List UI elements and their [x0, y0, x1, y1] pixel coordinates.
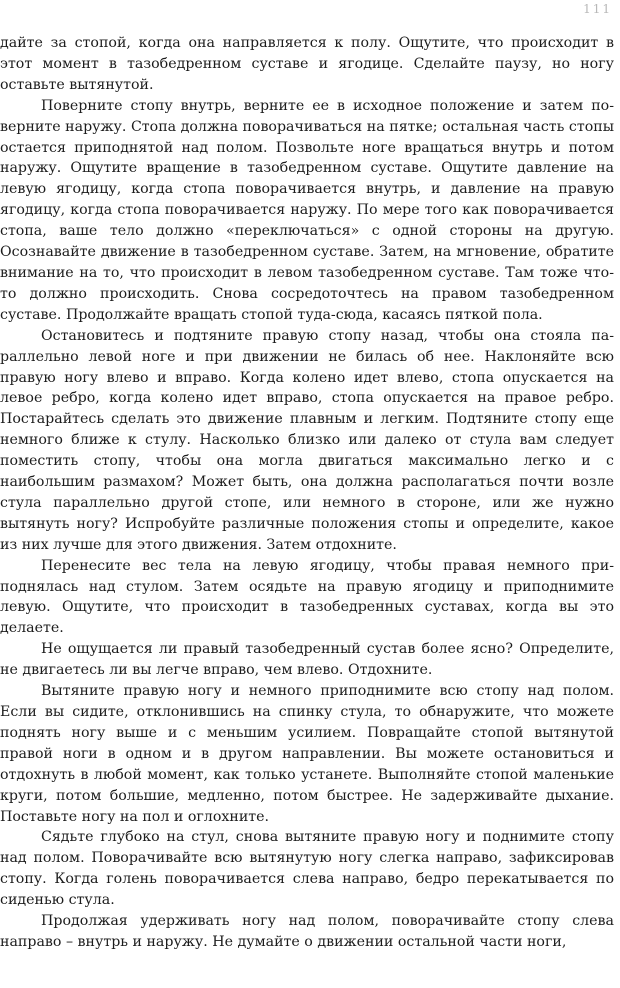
- paragraph: Не ощущается ли правый тазобедренный сустав более ясно? Определите, не двигаетесь ли вы легче вправо, чем влево. Отдохните.: [0, 641, 614, 679]
- page-number: 111: [583, 2, 612, 16]
- paragraph: Поверните стопу внутрь, верните ее в исходное положение и затем поверните наружу. Стопа должна поворачиваться на пятке; остальная часть стопы остается приподнятой над полом. Позвольте ноге вращаться внутрь и потом наружу. Ощутите вращение в тазобедренном суставе. Ощутите давление на левую ягодицу, когда стопа поворачивается внутрь, и давление на правую ягодицу, когда стопа поворачивается наружу. По мере того как поворачивается стопа, ваше тело должно «переключаться» с одной стороны на другую. Осознавайте движение в тазобедренном суставе. Затем, на мгновение, обратите внимание на то, что происходит в левом тазобедренном суставе. Там тоже что-то должно происходить. Снова сосредоточтесь на правом тазобедренном суставе. Продолжайте вращать стопой туда-сюда, касаясь пяткой пола.: [0, 97, 614, 323]
- paragraph-continued: дайте за стопой, когда она направляется к полу. Ощутите, что происходит в этот момент в тазобедренном суставе и ягодице. Сделайте паузу, но ногу оставьте вытянутой.: [0, 35, 614, 93]
- paragraph: Вытяните правую ногу и немного приподнимите всю стопу над полом. Если вы сидите, отклонившись на спинку стула, то обнаружите, что можете поднять ногу выше и с меньшим усилием. Повращайте стопой вытянутой правой ноги в одном и в другом направлении. Вы можете остановиться и отдохнуть в любой момент, как только устанете. Выполняйте стопой маленькие круги, потом большие, медленно, потом быстрее. Не задерживайте дыхание. Поставьте ногу на пол и оглохните.: [0, 683, 614, 825]
- paragraph: Продолжая удерживать ногу над полом, поворачивайте стопу слева направо – внутрь и наружу. Не думайте о движении остальной части ноги,: [0, 913, 614, 950]
- page-text: [0, 33, 614, 953]
- paragraph: Перенесите вес тела на левую ягодицу, чтобы правая немного приподнялась над стулом. Затем осядьте на правую ягодицу и приподнимите левую. Ощутите, что происходит в тазобедренных суставах, когда вы это делаете.: [0, 557, 614, 637]
- paragraph: Остановитесь и подтяните правую стопу назад, чтобы она стояла параллельно левой ноге и при движении не билась об нее. Наклоняйте всю правую ногу влево и вправо. Когда колено идет влево, стопа опускается на левое ребро, когда колено идет вправо, стопа опускается на правое ребро. Постарайтесь сделать это движение плавным и легким. Подтяните стопу еще немного ближе к стулу. Насколько близко или далеко от стула вам следует поместить стопу, чтобы она могла двигаться максимально легко и с наибольшим размахом? Может быть, она должна располагаться почти возле стула параллельно другой стопе, или немного в стороне, или же нужно вытянуть ногу? Испробуйте различные положения стопы и определите, какое из них лучше для этого движения. Затем отдохните.: [0, 327, 614, 553]
- paragraph: Сядьте глубоко на стул, снова вытяните правую ногу и поднимите стопу над полом. Поворачивайте всю вытянутую ногу слегка направо, зафиксировав стопу. Когда голень поворачивается слева направо, бедро перекатывается по сиденью стула.: [0, 829, 614, 909]
